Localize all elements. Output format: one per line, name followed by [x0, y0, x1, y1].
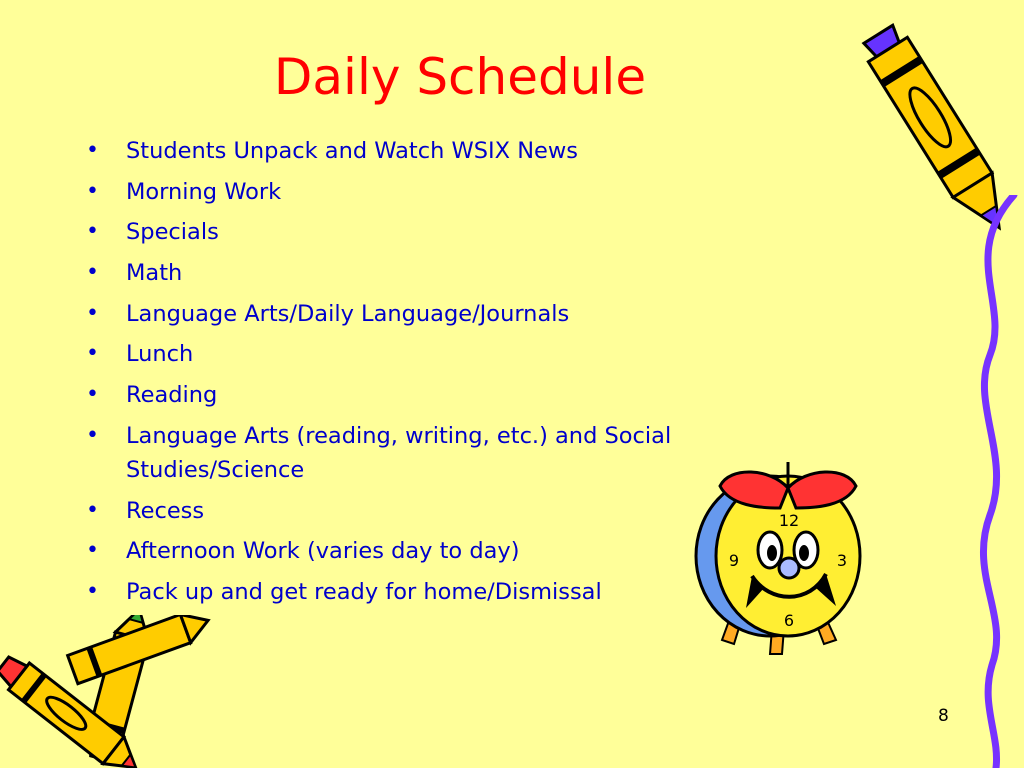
list-item-text: Pack up and get ready for home/Dismissal — [126, 578, 602, 605]
list-item — [84, 134, 784, 168]
list-item — [84, 337, 784, 371]
list-item-text: Recess — [126, 497, 205, 524]
page-number: 8 — [938, 706, 949, 726]
clock-number-12: 12 — [778, 511, 800, 530]
list-item — [84, 175, 784, 209]
bullet-marker: • — [86, 578, 99, 604]
crayon-icon — [0, 615, 220, 768]
schedule-list — [84, 134, 784, 616]
list-item-text: Specials — [126, 219, 219, 246]
bullet-marker: • — [86, 138, 99, 163]
squiggle-line-icon — [940, 195, 1024, 768]
bullet-marker: • — [86, 219, 99, 245]
list-item-text: Math — [126, 260, 183, 287]
bullet-marker: • — [86, 382, 99, 408]
list-item — [84, 534, 784, 568]
alarm-clock-icon — [690, 458, 870, 658]
clock-number-3: 3 — [836, 551, 848, 570]
list-item — [84, 378, 784, 412]
bullet-marker: • — [86, 341, 99, 367]
list-item — [84, 419, 726, 487]
list-item — [84, 575, 784, 609]
list-item-text: Morning Work — [126, 178, 282, 205]
list-item — [84, 215, 784, 249]
list-item-text: Reading — [126, 382, 218, 409]
slide-title: Daily Schedule — [273, 48, 647, 106]
bullet-marker: • — [86, 497, 99, 523]
clock-number-9: 9 — [728, 551, 740, 570]
bullet-marker: • — [86, 538, 99, 564]
list-item-text: Language Arts (reading, writing, etc.) and Social Studies/Science — [126, 422, 672, 483]
list-item-text: Lunch — [126, 341, 194, 368]
list-item — [84, 256, 784, 290]
bullet-marker: • — [86, 260, 99, 286]
clock-number-6: 6 — [783, 611, 795, 630]
list-item-text: Language Arts/Daily Language/Journals — [126, 300, 570, 327]
bullet-marker: • — [86, 422, 99, 448]
list-item-text: Students Unpack and Watch WSIX News — [126, 138, 579, 164]
bullet-marker: • — [86, 300, 99, 326]
list-item — [84, 297, 784, 331]
list-item-text: Afternoon Work (varies day to day) — [126, 538, 520, 565]
list-item — [84, 494, 784, 528]
bullet-marker: • — [86, 178, 99, 204]
